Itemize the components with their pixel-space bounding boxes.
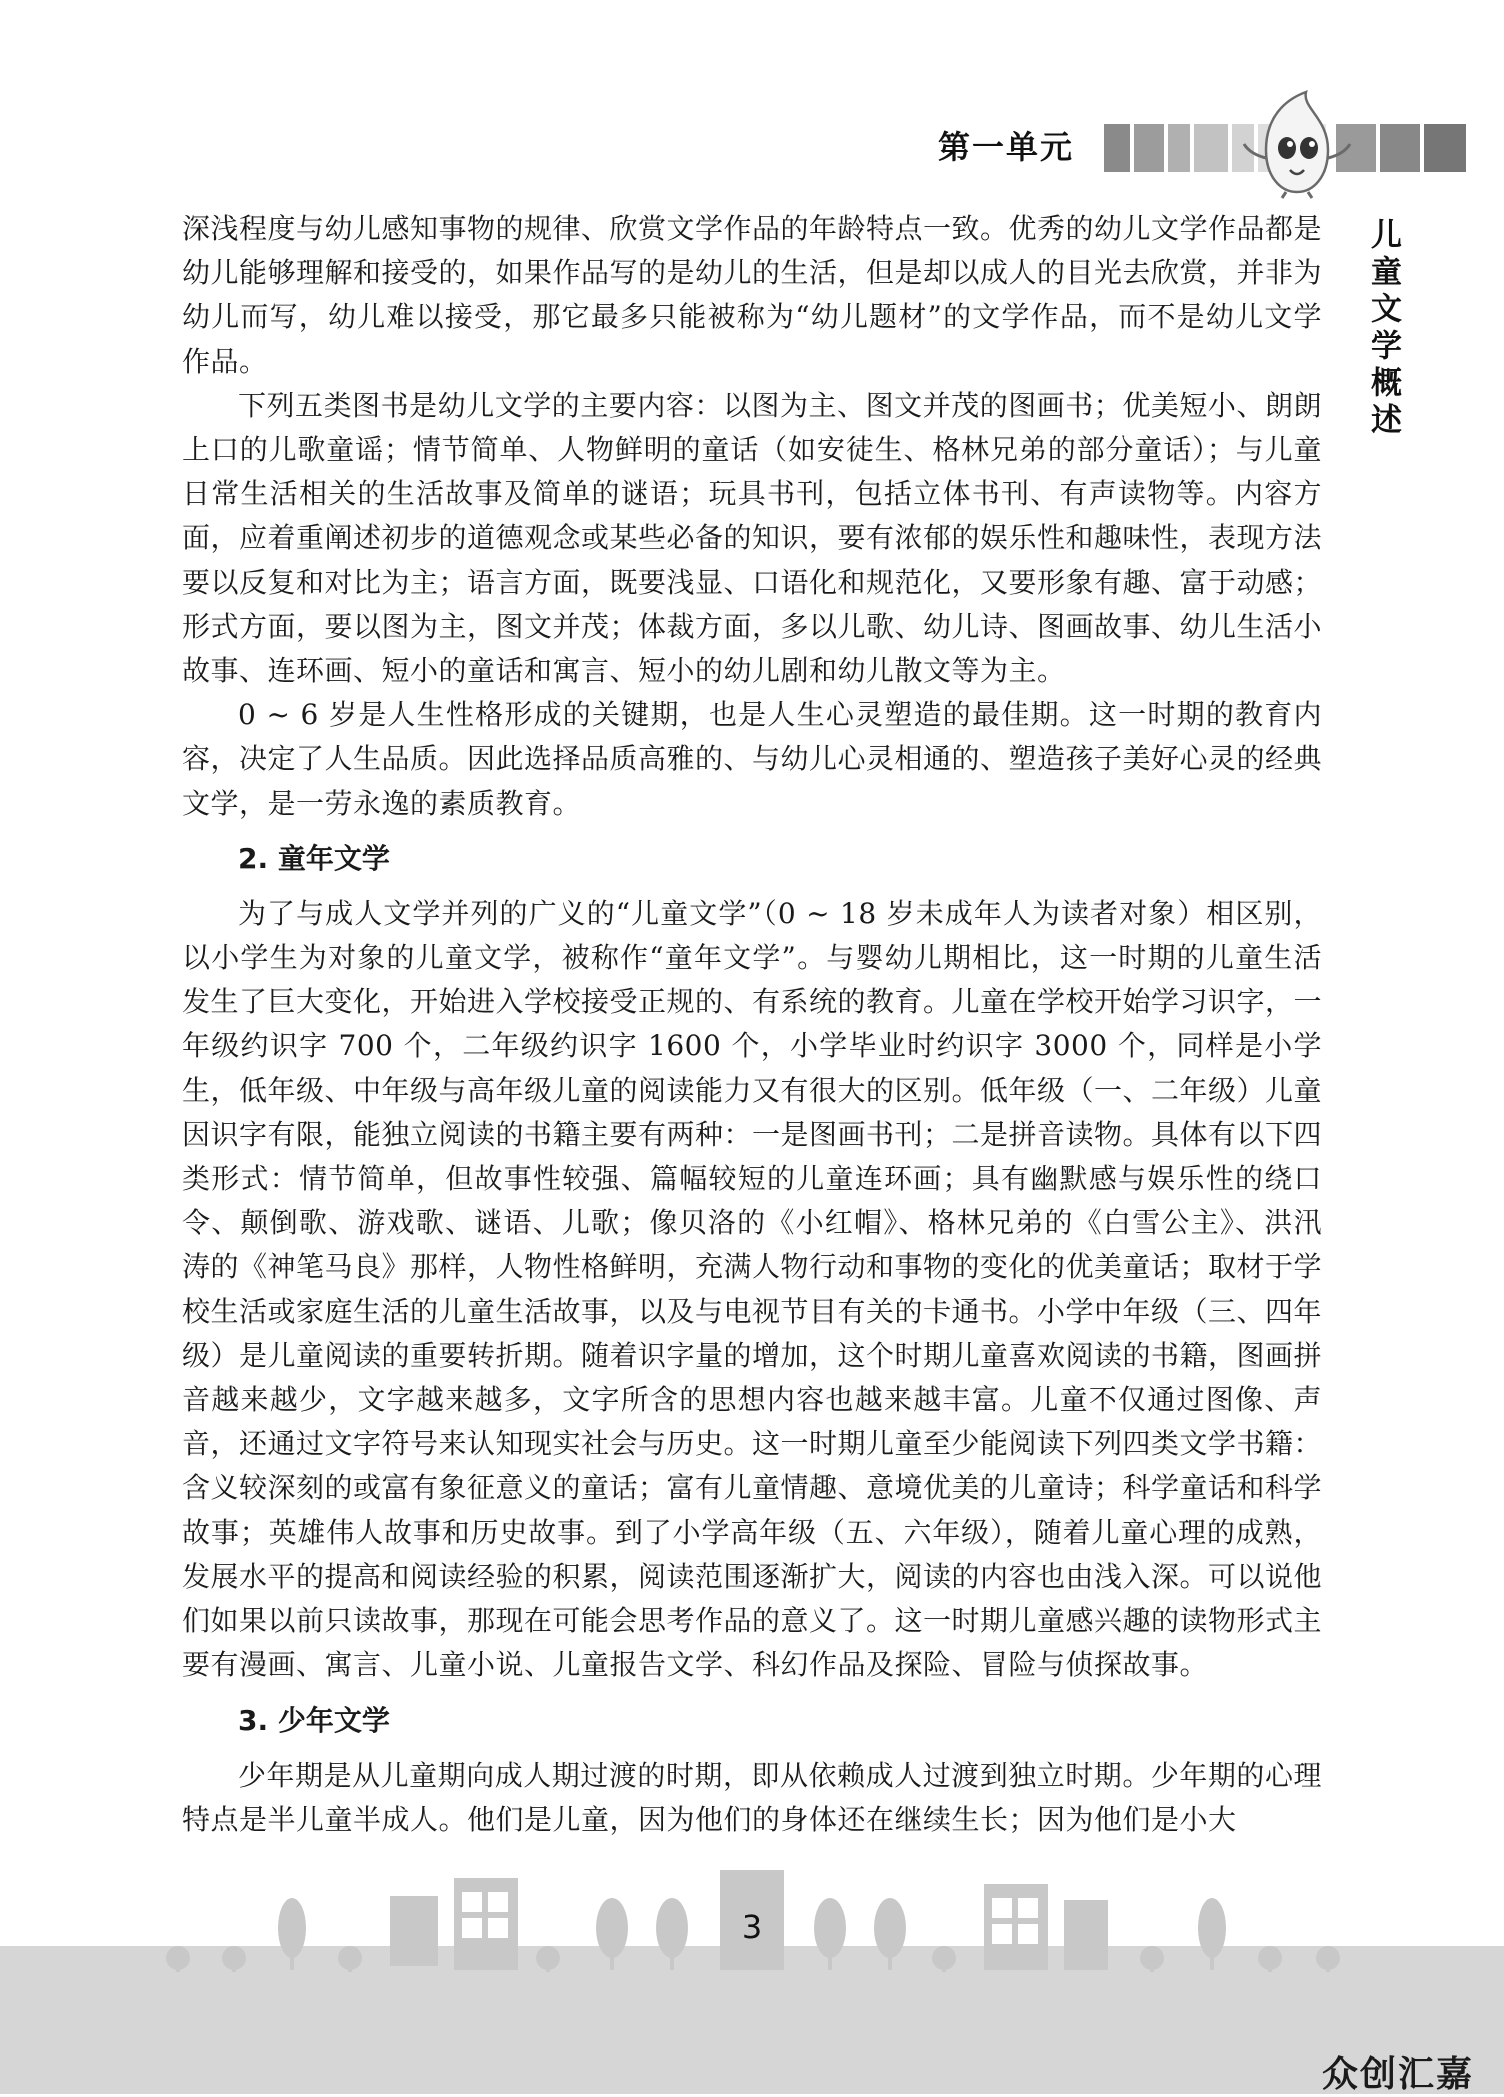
footer-cityscape-illustration xyxy=(0,1870,1504,2094)
section-heading-youth-literature: 3. 少年文学 xyxy=(238,1703,390,1737)
main-content xyxy=(182,207,1322,1842)
paragraph-5: 少年期是从儿童期向成人期过渡的时期，即从依赖成人过渡到独立时期。少年期的心理特点是半儿童半成人。他们是儿童，因为他们的身体还在继续生长；因为他们是小大 xyxy=(182,1758,1322,1836)
section-heading-childhood-literature: 2. 童年文学 xyxy=(238,841,390,875)
paragraph-4: 为了与成人文学并列的广义的“儿童文学”（0 ~ 18 岁未成年人为读者对象）相区别，以小学生为对象的儿童文学，被称作“童年文学”。与婴幼儿期相比，这一时期的儿童生活发生了巨大变化，开始进入学校接受正规的、有系统的教育。儿童在学校开始学习识字，一年级约识字 700 个，二年级约识字 1600 个，小学毕业时约识字 3000 个，同样是小学生，低年级、中年级与高年级儿童的阅读能力又有很大的区别。低年级（一、二年级）儿童因识字有限，能独立阅读的书籍主要有两种：一是图画书刊；二是拼音读物。具体有以下四类形式：情节简单，但故事性较强、篇幅较短的儿童连环画；具有幽默感与娱乐性的绕口令、颠倒歌、游戏歌、谜语、儿歌；像贝洛的《小红帽》、格林兄弟的《白雪公主》、洪汛涛的《神笔马良》那样，人物性格鲜明，充满人物行动和事物的变化的优美童话；取材于学校生活或家庭生活的儿童生活故事，以及与电视节目有关的卡通书。小学中年级（三、四年级）是儿童阅读的重要转折期。随着识字量的增加，这个时期儿童喜欢阅读的书籍，图画拼音越来越少，文字越来越多，文字所含的思想内容也越来越丰富。儿童不仅通过图像、声音，还通过文字符号来认知现实社会与历史。这一时期儿童至少能阅读下列四类文学书籍：含义较深刻的或富有象征意义的童话；富有儿童情趣、意境优美的儿童诗；科学童话和科学故事；英雄伟人故事和历史故事。到了小学高年级（五、六年级），随着儿童心理的成熟，发展水平的提高和阅读经验的积累，阅读范围逐渐扩大，阅读的内容也由浅入深。可以说他们如果以前只读故事，那现在可能会思考作品的意义了。这一时期儿童感兴趣的读物形式主要有漫画、寓言、儿童小说、儿童报告文学、科幻作品及探险、冒险与侦探故事。 xyxy=(182,896,1323,1682)
unit-title: 第一单元 xyxy=(938,128,1075,166)
page-number: 3 xyxy=(741,1908,763,1946)
paragraph-1: 深浅程度与幼儿感知事物的规律、欣赏文学作品的年龄特点一致。优秀的幼儿文学作品都是幼儿能够理解和接受的，如果作品写的是幼儿的生活，但是却以成人的目光去欣赏，并非为幼儿而写，幼儿难以接受，那它最多只能被称为“幼儿题材”的文学作品，而不是幼儿文学作品。 xyxy=(182,212,1323,378)
side-book-title: 儿童文学概述 xyxy=(1365,218,1401,440)
mascot-droplet-icon xyxy=(1236,88,1358,200)
paragraph-3: 0 ~ 6 岁是人生性格形成的关键期，也是人生心灵塑造的最佳期。这一时期的教育内容，决定了人生品质。因此选择品质高雅的、与幼儿心灵相通的、塑造孩子美好心灵的经典文学，是一劳永逸的素质教育。 xyxy=(182,698,1323,820)
watermark-text: 众创汇嘉 xyxy=(1322,2054,1475,2095)
paragraph-2: 下列五类图书是幼儿文学的主要内容：以图为主、图文并茂的图画书；优美短小、朗朗上口的儿歌童谣；情节简单、人物鲜明的童话（如安徒生、格林兄弟的部分童话）；与儿童日常生活相关的生活故事及简单的谜语；玩具书刊，包括立体书刊、有声读物等。内容方面，应着重阐述初步的道德观念或某些必备的知识，要有浓郁的娱乐性和趣味性，表现方法要以反复和对比为主；语言方面，既要浅显、口语化和规范化，又要形象有趣、富于动感；形式方面，要以图为主，图文并茂；体裁方面，多以儿歌、幼儿诗、图画故事、幼儿生活小故事、连环画、短小的童话和寓言、短小的幼儿剧和幼儿散文等为主。 xyxy=(182,388,1323,688)
